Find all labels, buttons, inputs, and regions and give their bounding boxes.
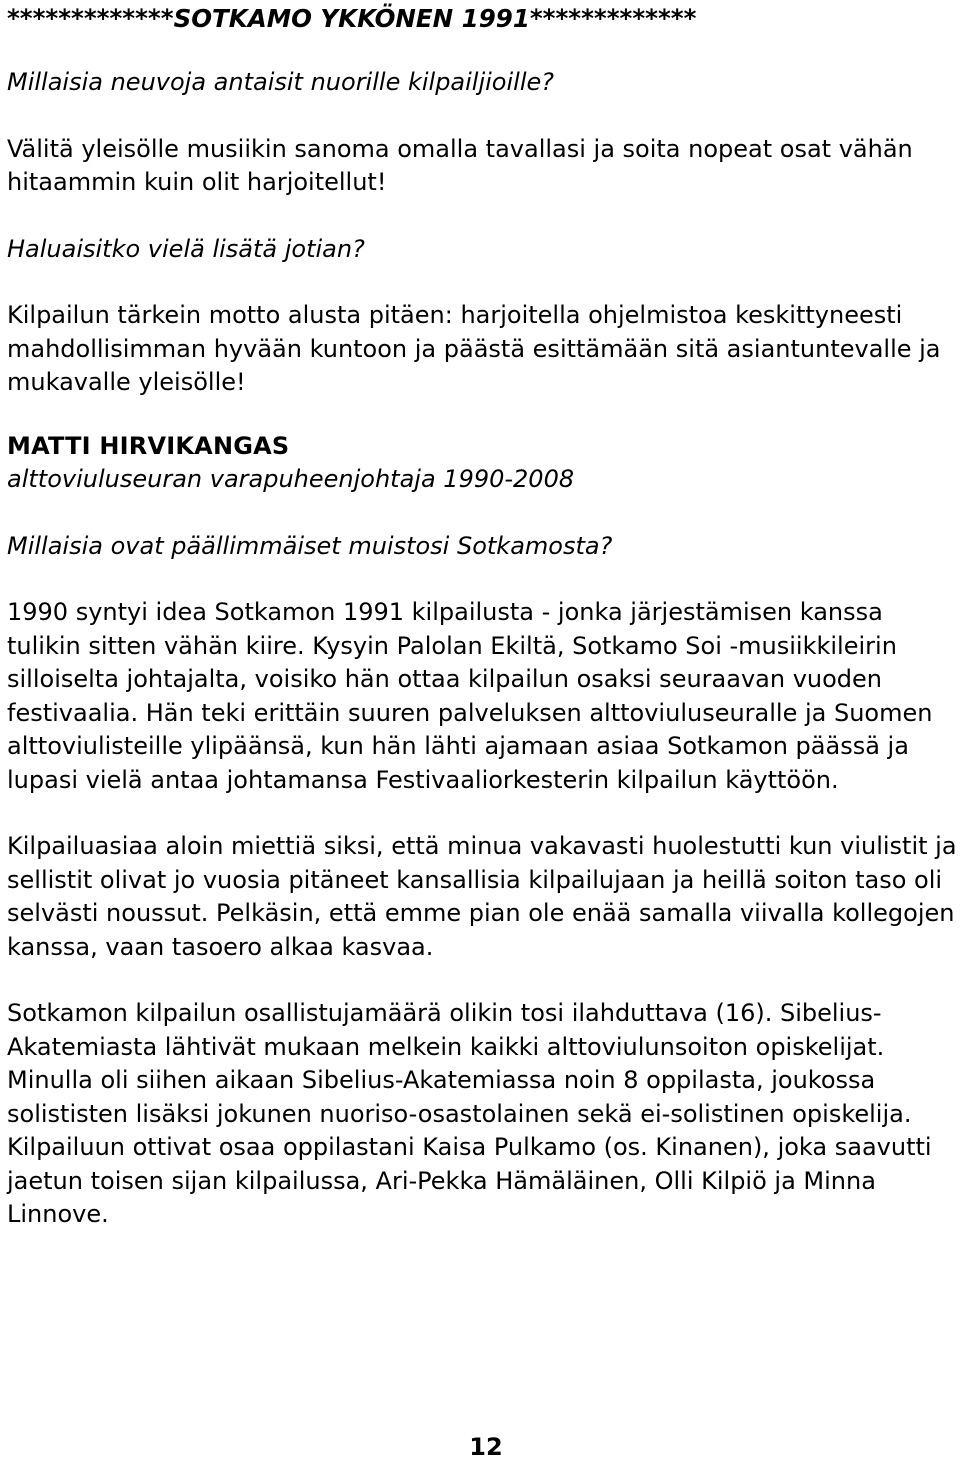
header-title: SOTKAMO YKKÖNEN 1991 xyxy=(173,4,530,33)
answer-paragraph-3: Sotkamon kilpailun osallistujamäärä olikin tosi ilahduttava (16). Sibelius-Akatemiasta lähtivät mukaan melkein kaikki alttoviulunsoiton opiskelijat. Minulla oli siihen aikaan Sibelius-Akatemiassa noin 8 oppilasta, joukossa solististen lisäksi jokunen nuoriso-osastolainen sekä ei-solistinen opiskelija. Kilpailuun ottivat osaa oppilastani Kaisa Pulkamo (os. Kinanen), joka saavutti jaetun toisen sijan kilpailussa, Ari-Pekka Hämäläinen, Olli Kilpiö ja Minna Linnove. xyxy=(7,999,932,1228)
interviewee-role: alttoviuluseuran varapuheenjohtaja 1990-2008 xyxy=(7,465,575,493)
page-number: 12 xyxy=(469,1433,503,1461)
interviewee-name: MATTI HIRVIKANGAS xyxy=(7,431,290,460)
question-anything-else: Haluaisitko vielä lisätä jotian? xyxy=(7,234,365,263)
answer-anything-else: Kilpailun tärkein motto alusta pitäen: harjoitella ohjelmistoa keskittyneesti mahdollisimman hyvään kuntoon ja päästä esittämään sitä asiantuntevalle ja mukavalle yleisölle! xyxy=(7,301,941,396)
document-page xyxy=(7,0,957,1232)
question-memories: Millaisia ovat päällimmäiset muistosi Sotkamosta? xyxy=(7,531,613,560)
answer-advice: Välitä yleisölle musiikin sanoma omalla tavallasi ja soita nopeat osat vähän hitaammin kuin olit harjoitellut! xyxy=(7,134,913,196)
header-stars-left: ************* xyxy=(7,4,174,33)
question-advice: Millaisia neuvoja antaisit nuorille kilpailjioille? xyxy=(7,68,554,96)
header-stars-right: ************* xyxy=(529,4,697,33)
answer-paragraph-1: 1990 syntyi idea Sotkamon 1991 kilpailusta - jonka järjestämisen kanssa tulikin sitten vähän kiire. Kysyin Palolan Ekiltä, Sotkamo Soi -musiikkileirin silloiselta johtajalta, voisiko hän ottaa kilpailun osaksi seuraavan vuoden festivaalia. Hän teki erittäin suuren palveluksen alttoviuluseuralle ja Suomen alttoviulisteille ylipäänsä, kun hän lähti ajamaan asiaa Sotkamon päässä ja lupasi vielä antaa johtamansa Festivaaliorkesterin kilpailun käyttöön. xyxy=(7,598,933,794)
page-header xyxy=(7,2,957,36)
answer-paragraph-2: Kilpailuasiaa aloin miettiä siksi, että minua vakavasti huolestutti kun viulistit ja sellistit olivat jo vuosia pitäneet kansallisia kilpailujaan ja heillä soiton taso oli selvästi noussut. Pelkäsin, että emme pian ole enää samalla viivalla kollegojen kanssa, vaan tasoero alkaa kasvaa. xyxy=(7,832,957,961)
